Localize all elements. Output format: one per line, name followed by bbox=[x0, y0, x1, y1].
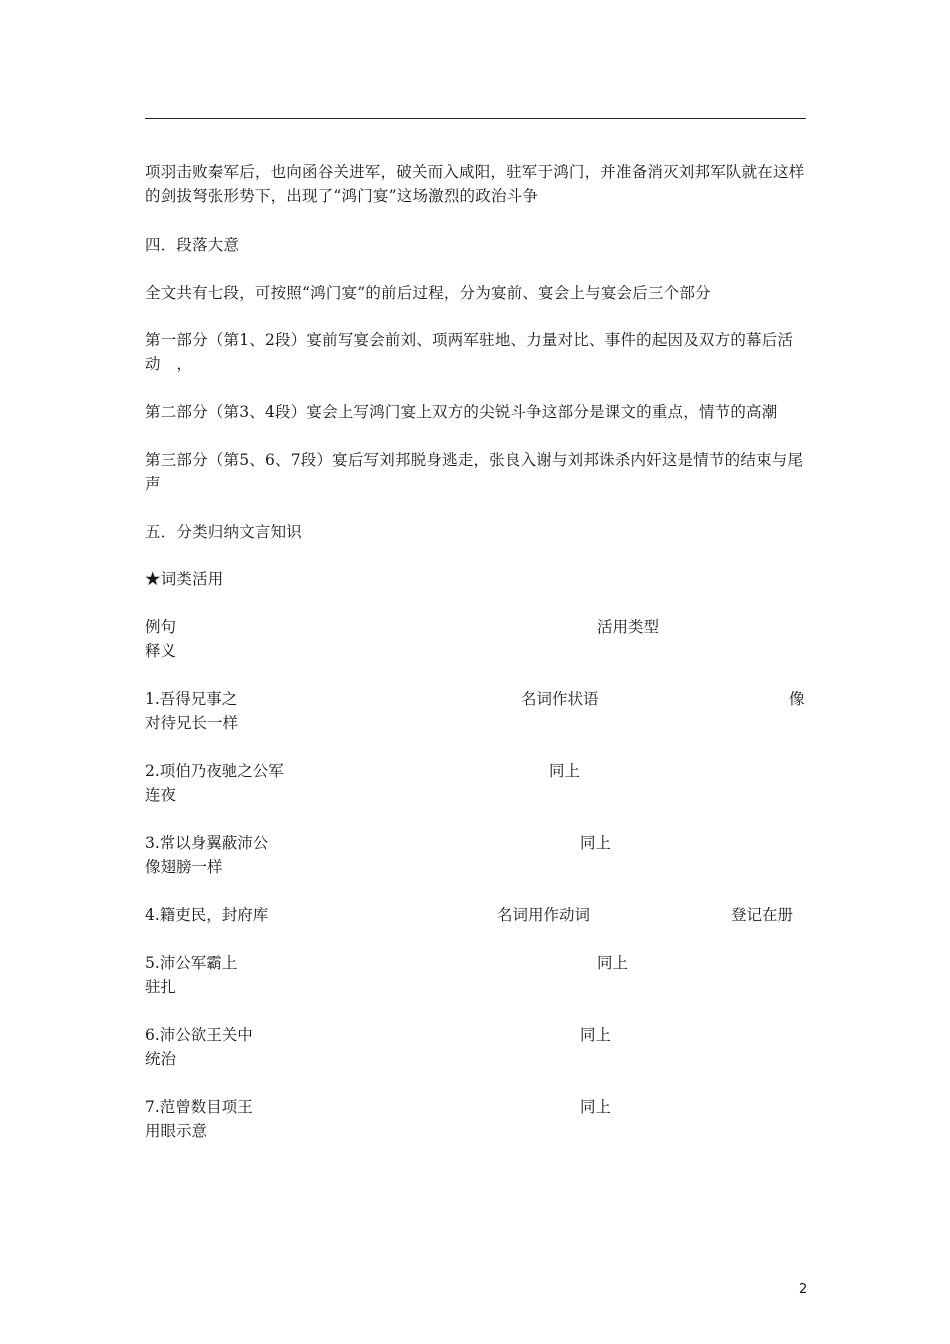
page-number: 2 bbox=[799, 1282, 808, 1297]
row-1-example: 1.吾得兄事之 bbox=[145, 690, 238, 708]
paragraph-overview: 全文共有七段，可按照“鸿门宴”的前后过程，分为宴前、宴会上与宴会后三个部分 bbox=[145, 284, 711, 302]
row-4-example: 4.籍吏民，封府库 bbox=[145, 906, 269, 924]
row-1-type: 名词作状语 bbox=[521, 690, 599, 708]
row-5-example: 5.沛公军霸上 bbox=[145, 954, 238, 972]
col-header-example: 例句 bbox=[145, 618, 177, 636]
paragraph-part-1: 第一部分（第1、2段）宴前写宴会前刘、项两军驻地、力量对比、事件的起因及双方的幕后活动 ， bbox=[145, 331, 794, 373]
header-rule bbox=[145, 118, 806, 119]
row-3-type: 同上 bbox=[580, 834, 612, 852]
intro-paragraph: 项羽击败秦军后，也向函谷关进军，破关而入咸阳，驻军于鸿门，并准备消灭刘邦军队就在这样的剑拔弩张形势下，出现了“鸿门宴”这场激烈的政治斗争 bbox=[145, 163, 805, 205]
row-3-example: 3.常以身翼蔽沛公 bbox=[145, 834, 269, 852]
row-6-type: 同上 bbox=[580, 1026, 612, 1044]
paragraph-part-3: 第三部分（第5、6、7段）宴后写刘邦脱身逃走，张良入谢与刘邦诛杀内奸这是情节的结束与尾声 bbox=[145, 451, 804, 493]
row-2-meaning: 连夜 bbox=[145, 786, 177, 804]
col-header-type: 活用类型 bbox=[597, 618, 660, 636]
row-1-meaning-b: 对待兄长一样 bbox=[145, 714, 239, 732]
row-6-meaning: 统治 bbox=[145, 1050, 177, 1068]
row-4-type: 名词用作动词 bbox=[497, 906, 591, 924]
row-5-meaning: 驻扎 bbox=[145, 978, 177, 996]
row-2-example: 2.项伯乃夜驰之公军 bbox=[145, 762, 284, 780]
section-heading-5: 五．分类归纳文言知识 bbox=[145, 523, 303, 541]
row-3-meaning: 像翅膀一样 bbox=[145, 858, 223, 876]
row-1-meaning-a: 像 bbox=[789, 690, 805, 708]
row-7-type: 同上 bbox=[580, 1098, 612, 1116]
row-6-example: 6.沛公欲王关中 bbox=[145, 1026, 253, 1044]
row-5-type: 同上 bbox=[597, 954, 629, 972]
row-7-example: 7.范曾数目项王 bbox=[145, 1098, 253, 1116]
paragraph-part-2: 第二部分（第3、4段）宴会上写鸿门宴上双方的尖锐斗争这部分是课文的重点，情节的高潮 bbox=[145, 403, 778, 421]
col-header-meaning: 释义 bbox=[145, 642, 177, 660]
subheading-word-class: ★词类活用 bbox=[145, 570, 224, 588]
row-4-meaning: 登记在册 bbox=[731, 906, 794, 924]
row-2-type: 同上 bbox=[549, 762, 581, 780]
row-7-meaning: 用眼示意 bbox=[145, 1122, 208, 1140]
section-heading-4: 四．段落大意 bbox=[145, 236, 240, 254]
